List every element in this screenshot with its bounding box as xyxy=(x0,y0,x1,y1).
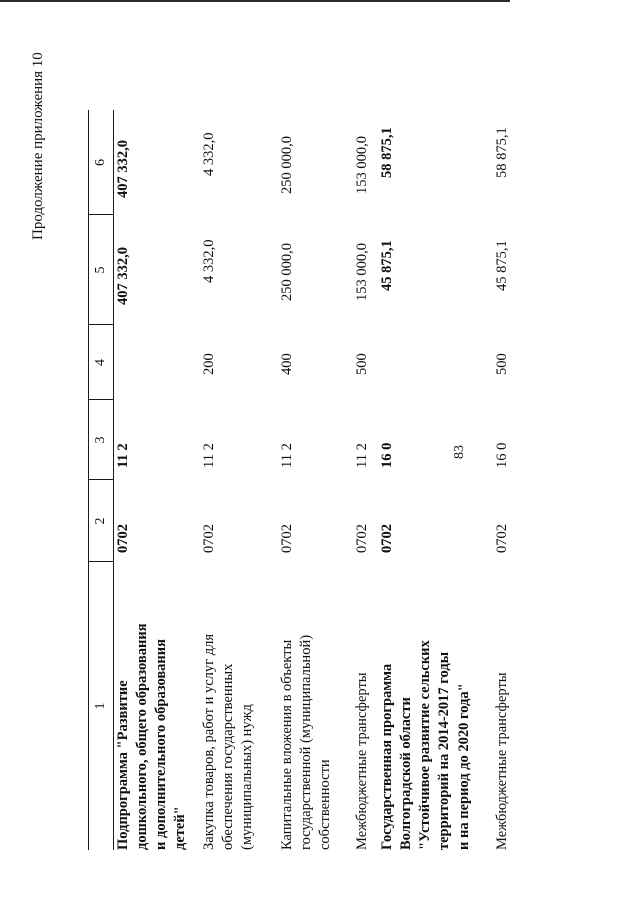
table-top-border xyxy=(88,110,89,850)
row-name-cell: Капитальные вложения в объекты государственной (муниципальной) собственности xyxy=(279,634,334,850)
expense-type-cell: 200 xyxy=(201,353,217,375)
column-header-6: 6 xyxy=(93,159,108,166)
continuation-label: Продолжение приложения 10 xyxy=(30,52,46,240)
column-header-1: 1 xyxy=(93,702,108,710)
sum-1-cell: 407 332,0 xyxy=(115,247,131,305)
section-code-cell: 0702 xyxy=(279,524,295,553)
target-code-cell: 11 2 xyxy=(279,443,295,468)
target-code-cell: 11 2 xyxy=(201,443,217,468)
column-header-2: 2 xyxy=(93,517,108,525)
sum-1-cell: 153 000,0 xyxy=(354,243,370,301)
sum-2-cell: 407 332,0 xyxy=(115,140,131,198)
column-header-5: 5 xyxy=(93,266,108,274)
row-name-cell: Закупка товаров, работ и услуг для обеспечения государственных (муниципальных) нужд xyxy=(201,633,256,850)
sum-1-cell: 4 332,0 xyxy=(201,239,217,283)
target-code-cell: 11 2 xyxy=(115,443,131,468)
row-name-cell: Подпрограмма "Развитие дошкольного, общего образования и дополнительного образования детей" xyxy=(115,623,189,850)
section-code-cell: 0702 xyxy=(115,524,131,553)
sum-2-cell: 250 000,0 xyxy=(279,136,295,194)
column-header-3: 3 xyxy=(93,436,108,444)
sum-2-cell: 58 875,1 xyxy=(494,127,510,178)
expense-type-cell: 400 xyxy=(279,353,295,375)
section-code-cell: 0702 xyxy=(354,524,370,553)
sum-1-cell: 45 875,1 xyxy=(494,240,510,291)
section-code-cell: 0702 xyxy=(494,524,510,553)
target-code-cell: 11 2 xyxy=(354,443,370,468)
row-name-cell: Межбюджетные трансферты xyxy=(494,672,510,850)
sum-2-cell: 58 875,1 xyxy=(379,127,395,178)
row-name-cell: Межбюджетные трансферты xyxy=(354,672,370,850)
target-code-cell: 16 0 xyxy=(494,442,510,468)
section-code-cell: 0702 xyxy=(201,524,217,553)
target-code-cell: 16 0 xyxy=(379,442,395,468)
expense-type-cell: 500 xyxy=(354,353,370,375)
sum-1-cell: 250 000,0 xyxy=(279,243,295,301)
page-number: 83 xyxy=(452,445,467,459)
sum-1-cell: 45 875,1 xyxy=(379,240,395,291)
sum-2-cell: 153 000,0 xyxy=(354,136,370,194)
column-header-4: 4 xyxy=(93,359,108,366)
sum-2-cell: 4 332,0 xyxy=(201,132,217,176)
section-code-cell: 0702 xyxy=(379,524,395,553)
row-name-cell: Государственная программа Волгоградской области "Устойчивое развитие сельских территорий на 2014-2017 годы и на период до 2020 года" xyxy=(379,640,472,850)
expense-type-cell: 500 xyxy=(494,353,510,375)
